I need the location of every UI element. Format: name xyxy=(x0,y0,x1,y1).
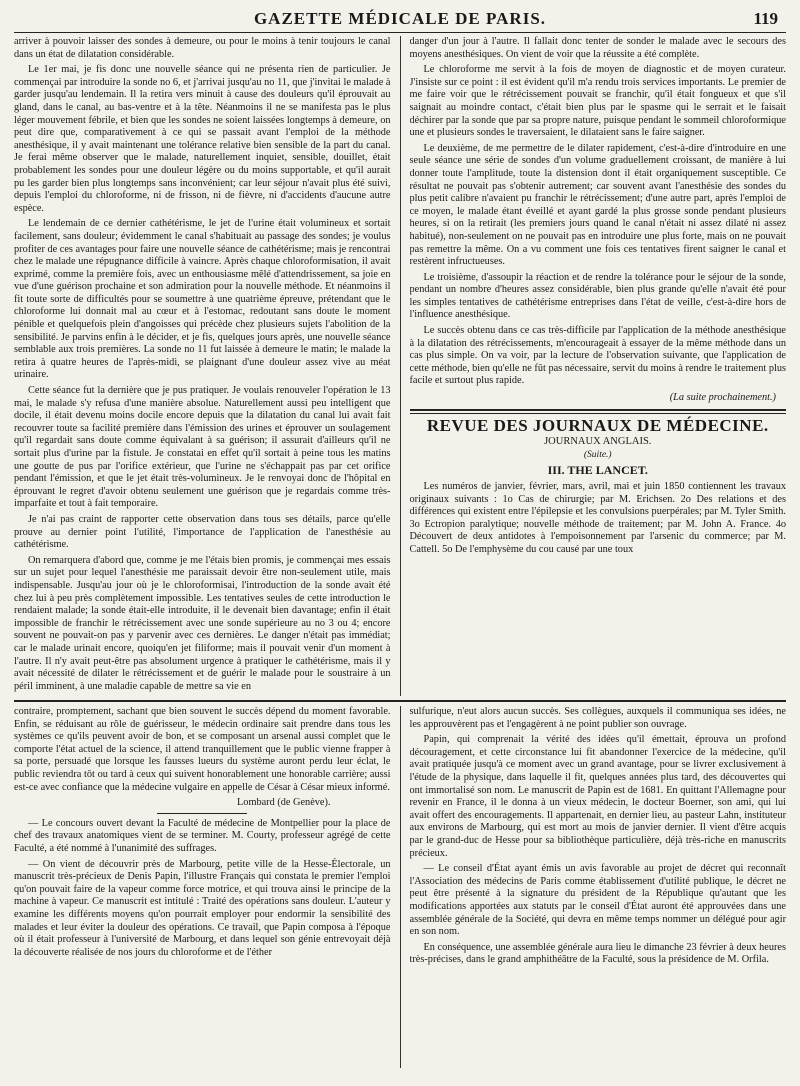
paragraph: arriver à pouvoir laisser des sondes à demeure, ou pour le moins à tenir toujours le canal dans un état de dilatation considérable. xyxy=(14,36,391,60)
author-signature: Lombard (de Genève). xyxy=(237,797,331,809)
paragraph: sulfurique, n'eut alors aucun succès. Ses collègues, auxquels il communiqua ses idées, ne les approuvèrent pas et l'engagèrent à ne point publier son ouvrage. xyxy=(409,706,786,730)
section-rule xyxy=(410,409,787,414)
short-rule xyxy=(157,813,247,814)
revue-suite: (Suite.) xyxy=(583,449,612,460)
header-rule xyxy=(14,32,786,33)
paragraph: — Le conseil d'État ayant émis un avis favorable au projet de décret qui reconnaît l'Association des médecins de Paris comme établissement d'utilité publique, le décret ne peut être présenté à la signature du président de la République qu'autant que les modifications apportées aux statuts par le conseil d'État auront été approuvées dans une assemblée générale de la Société, qui devra en même temps nommer un délégué pour agir en son nom. xyxy=(409,863,786,938)
bottom-section xyxy=(14,706,786,1068)
page-number: 119 xyxy=(753,9,778,28)
revue-section-title: III. THE LANCET. xyxy=(547,463,648,478)
paragraph: Cette séance fut la dernière que je pus pratiquer. Je voulais renouveler l'opération le 13 mai, le malade s'y refusa d'une manière absolue. Naturellement aussi peu intelligent que docile, il était devenu moins docile encore depuis que la dilatation du canal lui avait fait recouvrer toute sa facilité première dans l'émission des urines et éprouver un soulagement qu'il regardait sans doute comme équivalant à sa guérison; il assurait d'ailleurs qu'il ne sortait plus d'urine par la fistule. Je constatai en effet qu'il sortait à peine tous les matins une goutte de pus par l'orifice extérieur, que l'urine ne s'échappait pas par cet orifice pendant l'émission, et que le jet était très-volumineux. Je le renvoyai donc de l'hôpital en éprouvant le regret d'avoir obtenu seulement une guérison que je regardais comme très-imparfaite et tout à fait temporaire. xyxy=(14,385,391,510)
paragraph: Le lendemain de ce dernier cathétérisme, le jet de l'urine était volumineux et sortait facilement, sans douleur; évidemment le canal s'habituait au passage des sondes; je voulus profiter de ces avantages pour faire une nouvelle séance de cathétérisme; mais je rencontrai chez le malade une répugnance difficile à vaincre. Après chaque chloroformisation, il avait exprimé, comme la première fois, avec un enthousiasme mêlé d'attendrissement, sa joie en vue d'une guérison prochaine et son admiration pour la nouvelle méthode. Et néanmoins il fit toute sorte de difficultés pour se soumettre à une quatrième épreuve, prétendant que le chloroforme lui donnait mal au cœur et à l'estomac, redoutant sans doute le moment pénible et quelquefois plein d'angoisses qui précède chez plusieurs sujets l'abolition de la sensibilité. Je parvins enfin à le décider, et je fis, quelques jours après, une nouvelle séance semblable aux trois premières. La sonde no 11 fut laissée à demeure le matin; le malade la retira à quatre heures de l'après-midi, se plaignant d'une douleur assez vive au méat urinaire. xyxy=(14,218,391,381)
paragraph: danger d'un jour à l'autre. Il fallait donc tenter de sonder le malade avec le secours des moyens anesthésiques. On vient de voir que la réussite a été complète. xyxy=(409,36,786,60)
right-column-top xyxy=(410,36,787,696)
top-section xyxy=(14,36,786,696)
column-separator xyxy=(400,36,401,696)
continuation-note: (La suite prochainement.) xyxy=(669,392,776,404)
paragraph: — On vient de découvrir près de Marbourg, petite ville de la Hesse-Électorale, un manuscrit très-précieux de Denis Papin, l'illustre Français qui constata le premier l'emploi qu'on pouvait faire de la vapeur comme force motrice, et qui trouva ainsi le principe de la machine à vapeur. Ce manuscrit est intitulé : Traité des opérations sans douleur. L'auteur y examine les différents moyens qu'on pourrait employer pour endormir la sensibilité des malades et leur éviter la douleur des opérations. Ce travail, que Papin composa à l'époque où il était professeur à l'université de Marbourg, et dans lequel son génie entrevoyait déjà la découverte réalisée de nos jours du chloroforme et de l'éther xyxy=(14,858,391,958)
paragraph: Le succès obtenu dans ce cas très-difficile par l'application de la méthode anesthésique à la dilatation des rétrécissements, m'encourageait à essayer de la même méthode dans un cas plus simple. On va voir, par la lecture de l'observation suivante, que l'application de cette méthode, bien qu'elle ne fût pas nécessaire, servit du moins à rendre le traitement plus facile et surtout plus rapide. xyxy=(409,325,786,387)
journal-title: GAZETTE MÉDICALE DE PARIS. xyxy=(253,9,547,28)
paragraph: Le chloroforme me servit à la fois de moyen de diagnostic et de moyen curateur. J'insiste sur ce point : il est évident qu'il m'a rendu trois services importants. Le premier de me faire voir que le rétrécissement pouvait se franchir, qu'il était fongueux et que s'il saignait au moindre contact, c'était bien plus par le spasme qui le serrait et le faisait déchirer par la sonde que par sa propre nature, puisque pendant le sommeil chloroformique une et plusieurs sondes le traversaient, le dilataient sans le faire saigner. xyxy=(409,64,786,139)
right-column-bottom xyxy=(410,706,787,1068)
paragraph: Je n'ai pas craint de rapporter cette observation dans tous ses détails, parce qu'elle prouve au dernier point l'utilité, l'importance de l'application de l'anesthésie au cathétérisme. xyxy=(14,513,391,551)
revue-paragraph: Les numéros de janvier, février, mars, avril, mai et juin 1850 contiennent les travaux originaux suivants : 1o Cas de chirurgie; par M. Erichsen. 2o Des relations et des différences qui existent entre l'épilepsie et les convulsions puerpérales; par M. Tyler Smith. 3o Ectropion paralytique; nouvelle méthode de traitement; par M. John A. France. 4o Découvert de deux antidotes à l'empoisonnement par l'arsenic du commerce; par M. Cattell. 5o De l'emphysème du cou causé par une toux xyxy=(409,481,786,555)
column-separator-bottom xyxy=(400,706,401,1068)
paragraph: Le troisième, d'assoupir la réaction et de rendre la tolérance pour le séjour de la sonde, pendant un nombre d'heures assez considérable, bien plus grande qu'elle n'avait été pour les simples tentatives de cathétérisme entreprises dans l'état de veille, c'est-à-dire hors de l'influence anesthésique. xyxy=(409,271,786,321)
paragraph: Le 1er mai, je fis donc une nouvelle séance qui ne présenta rien de particulier. Je commençai par introduire la sonde no 6, et j'arrivai jusqu'au no 11, que j'invitai le malade à garder jusqu'au lendemain. Il la retira vers minuit à cause des douleurs qu'il éprouvait au gland, dans le canal, au bas-ventre et à la tête. Néanmoins il ne se manifesta pas le plus léger mouvement fébrile, et bien que les sondes ne soient laissées longtemps à demeure, on peut dire que, comparativement à ce qui se passait avant l'emploi de la méthode anesthésique, il y avait maintenant une tolérance relative bien sensible de la part du canal. Je ferai même observer que le malade, naturellement inquiet, sensible, douillet, était probablement les sondes pour une douleur légère ou du moins supportable, et qu'il aurait pu les garder bien plus longtemps sans inconvénient; car leur séjour n'avait plus été suivi, depuis l'emploi du chloroforme, ni de frisson, ni de fièvre, ni d'accidents d'aucune autre espèce. xyxy=(14,64,391,214)
paragraph: — Le concours ouvert devant la Faculté de médecine de Montpellier pour la place de chef des travaux anatomiques vient de se terminer. M. Courty, professeur agrégé de cette Faculté, a été nommé à l'unanimité des suffrages. xyxy=(14,817,391,854)
page-header xyxy=(14,8,786,30)
full-width-rule xyxy=(14,700,786,702)
left-column-top xyxy=(14,36,391,696)
paragraph: Le deuxième, de me permettre de le dilater rapidement, c'est-à-dire d'introduire en une seule séance une série de sondes d'un volume graduellement croissant, de manière à lui donner toute l'amplitude, toute la distension dont il était organiquement susceptible. Ce résultat ne pouvait pas s'obtenir autrement; car souvent avant l'anesthésie des sondes du plus petit calibre n'avaient pu franchir le rétrécissement; d'une autre part, après l'emploi de ce moyen, le malade étant éveillé et ayant gardé la plus grosse sonde pendant plusieurs heures, si on la retirait (les premiers jours quand le canal n'était ni assez dilaté ni assez habitué), non-seulement on ne pouvait pas en introduire une plus forte, mais on ne pouvait pas remettre la même. On a vu comment une fois ces tentatives firent saigner le canal et restèrent infructueuses. xyxy=(409,142,786,268)
paragraph: contraire, promptement, sachant que bien souvent le succès dépend du moment favorable. Enfin, se réduisant au rôle de guérisseur, le médecin ordinaire sait prendre dans tous les systèmes ce qu'ils peuvent avoir de bon, et se composant un arsenal aussi complet que le comporte l'état actuel de la science, il attend tranquillement que le public vienne frapper à sa porte, persuadé que lorsque les fausses lueurs du système auront perdu leur éclat, le public reviendra tôt ou tard à ceux qui suivent honorablement une honorable carrière; aussi est-ce avec confiance que la médecine vulgaire en appelle de César à César mieux informé. xyxy=(14,706,391,793)
left-column-bottom xyxy=(14,706,391,1068)
revue-heading: REVUE DES JOURNAUX DE MÉDECINE. xyxy=(426,415,769,435)
revue-subtitle: JOURNAUX ANGLAIS. xyxy=(544,436,652,448)
paragraph: Papin, qui comprenait la vérité des idées qu'il émettait, éprouva un profond découragement, et cette circonstance lui fit abandonner l'exercice de la médecine, qu'il avait pratiquée jusqu'à ce moment avec un grand avantage, pour se livrer exclusivement à l'étude de la physique, dans laquelle il fit, quelques années plus tard, des découvertes qui ont immortalisé son nom. Le manuscrit de Papin est de 1681. En quittant l'Allemagne pour revenir en France, il le donna à un vieux médecin, le docteur Boerner, son ami, qui lui avait offert des encouragements. Il appartenait, en dernier lieu, au pasteur Lahn, instituteur aux environs de Marbourg, qui est mort au mois de janvier dernier. Il vient d'être acquis par le grand-duc de Hesse pour sa bibliothèque particulière, déjà très-riche en manuscrits précieux. xyxy=(409,734,786,859)
paragraph: En conséquence, une assemblée générale aura lieu le dimanche 23 février à deux heures très-précises, dans le grand amphithéâtre de la Faculté, sous la présidence de M. Orfila. xyxy=(409,941,786,966)
paragraph: On remarquera d'abord que, comme je me l'étais bien promis, je commençai mes essais sur un sujet pour lequel l'anesthésie me paraissait devoir être non-seulement utile, mais indispensable. Jusqu'au jour où je le chloroformisai, l'introduction de la sonde avait été chez lui à peu près complètement impossible. Les tentatives seules de cette introduction le rendaient malade; la sonde était-elle introduite, il le devenait bien davantage; enfin il était impossible de franchir le rétrécissement avec une sonde supérieure au no 3 ou 4; encore souvent ne pouvait-on pas y parvenir avec ces dernières. Le danger n'était pas immédiat; car le malade urinait encore, quoiqu'en jet filiforme; mais il pouvait venir d'un moment à l'autre. Il n'y avait peut-être pas absolument urgence à pratiquer le cathétérisme, mais il y avait nécessité de dilater le rétrécissement et de guérir le malade pour le soustraire à un péril imminent, à une maladie capable de mettre sa vie en xyxy=(14,554,391,692)
